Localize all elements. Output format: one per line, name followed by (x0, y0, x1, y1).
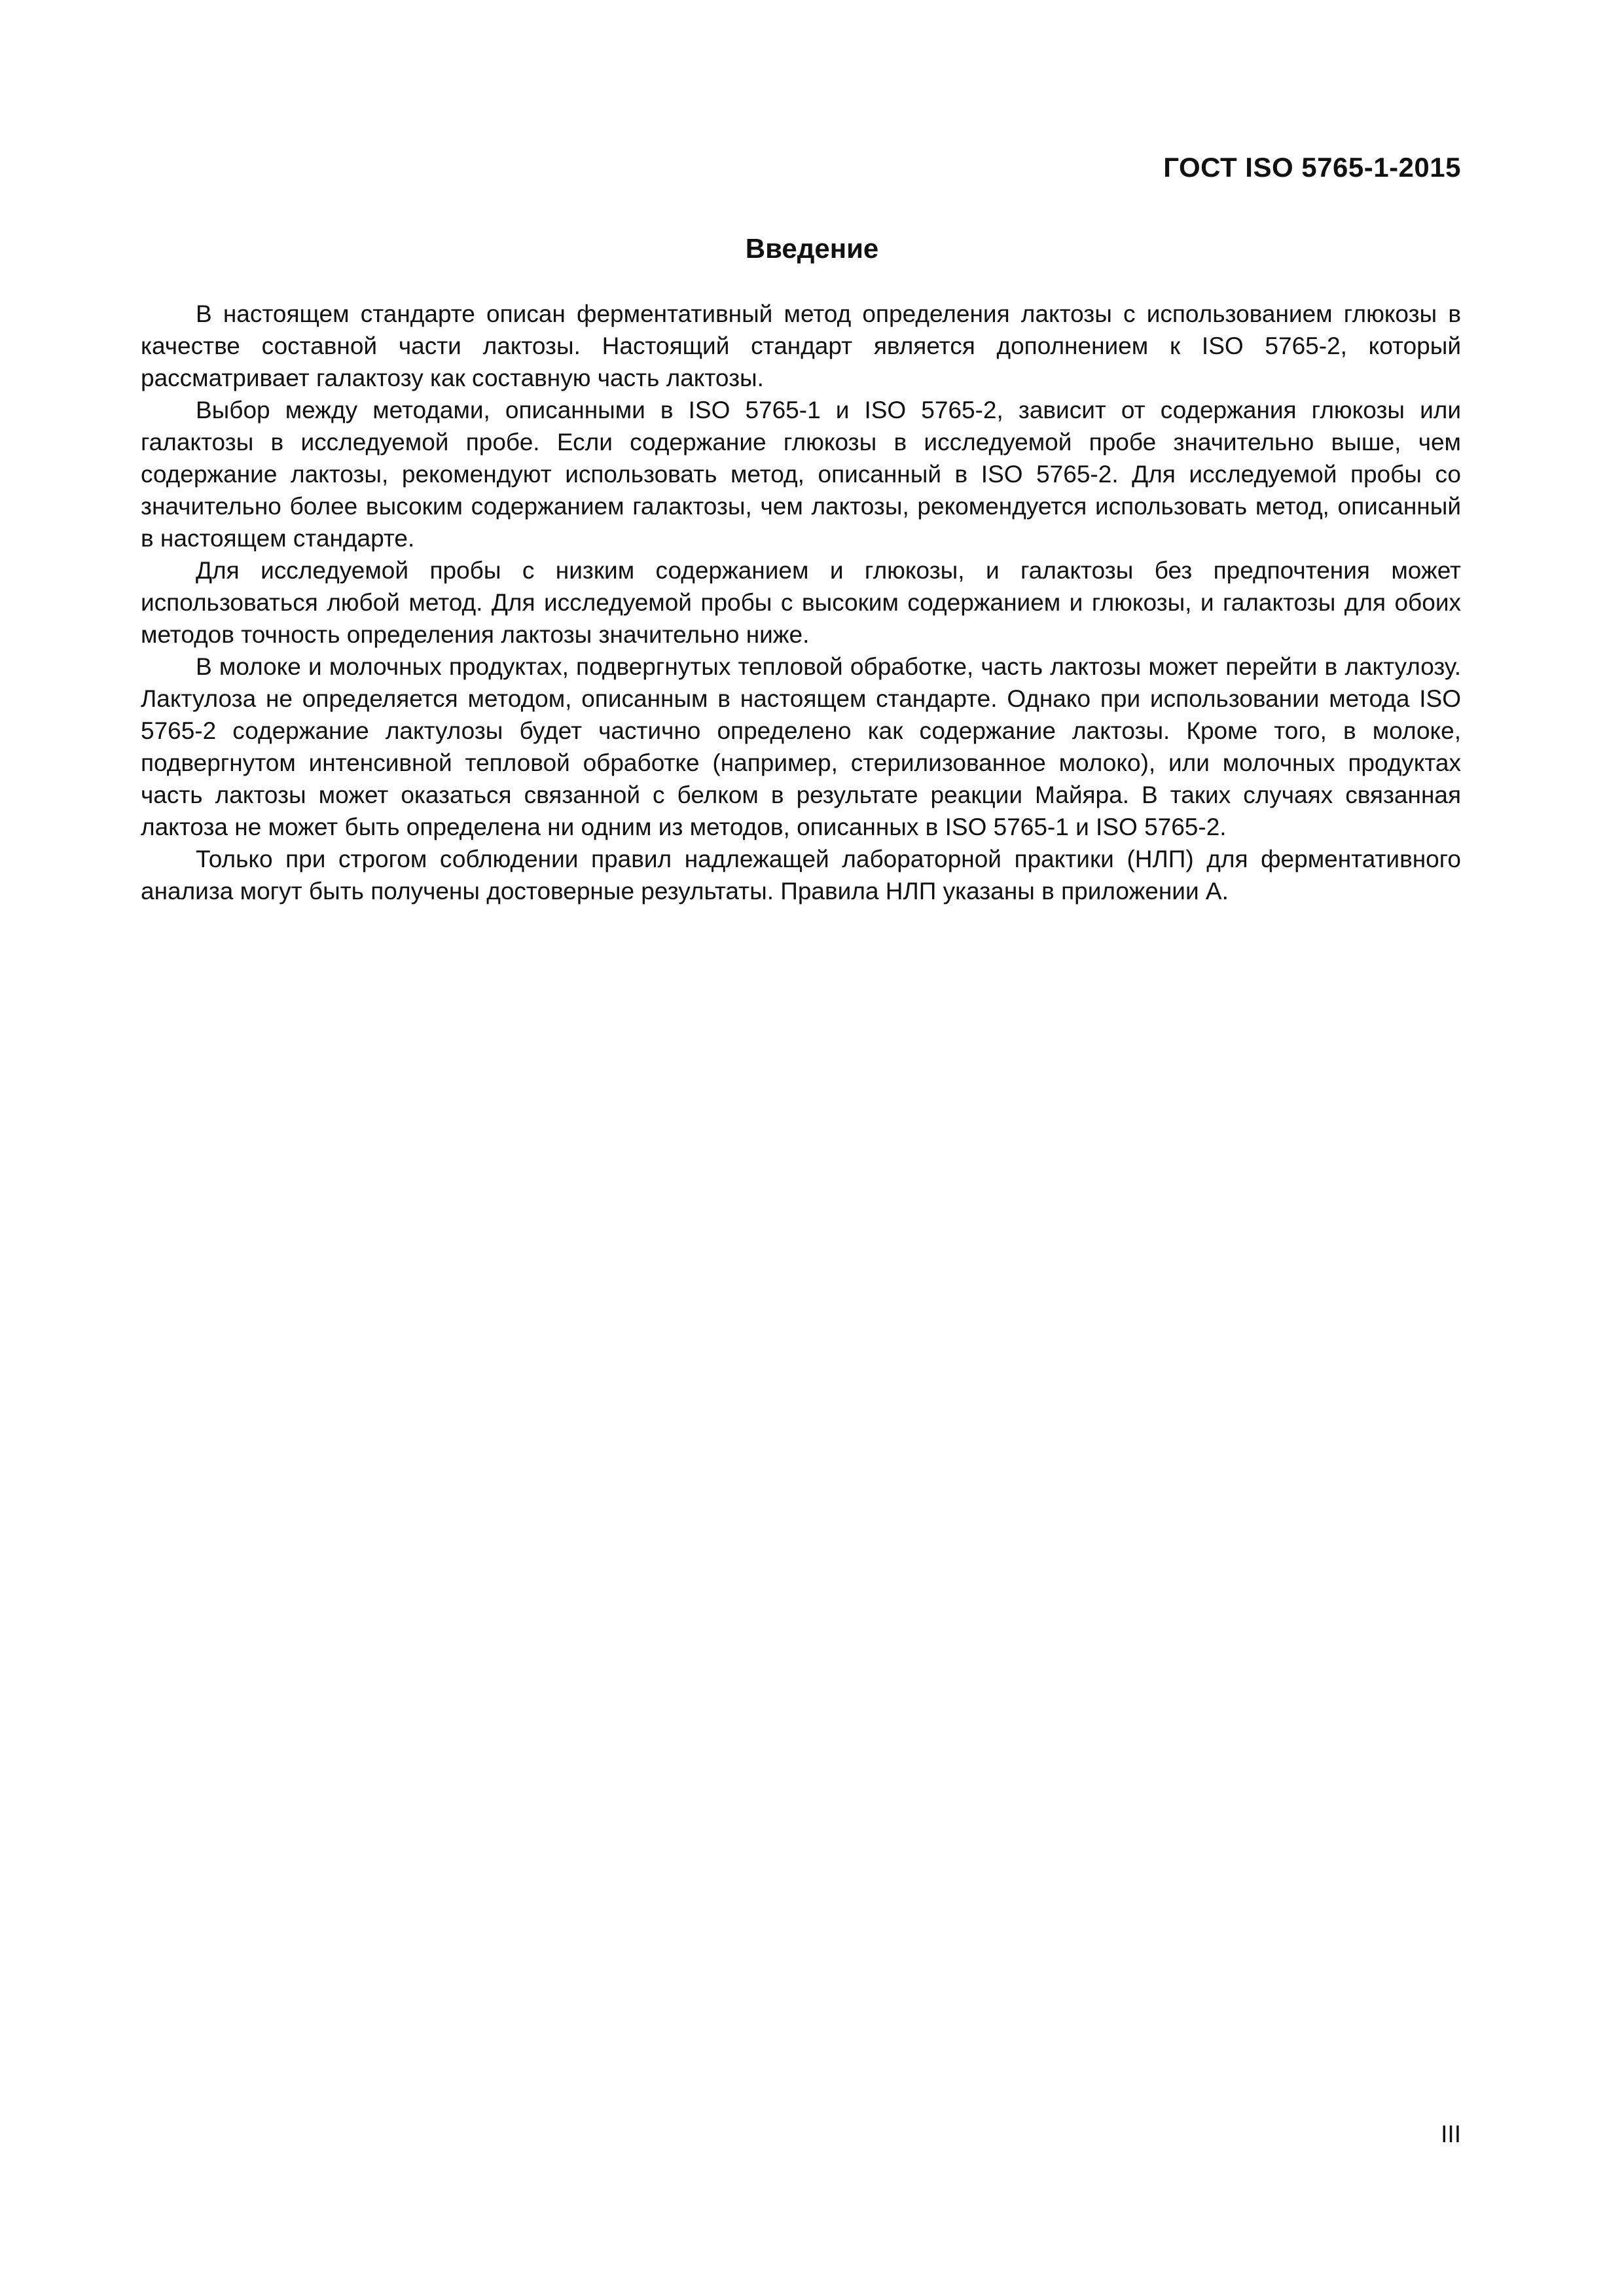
paragraph-2: Выбор между методами, описанными в ISO 5765-1 и ISO 5765-2, зависит от содержания глюкозы или галактозы в исследуемой пробе. Если содержание глюкозы в исследуемой пробе значительно выше, чем содержание лактозы, рекомендуют использовать метод, описанный в ISO 5765-2. Для исследуемой пробы со значительно более высоким содержанием галактозы, чем лактозы, рекомендуется использовать метод, описанный в настоящем стандарте. (141, 397, 1461, 552)
paragraph-1: В настоящем стандарте описан ферментативный метод определения лактозы с использованием глюкозы в качестве составной части лактозы. Настоящий стандарт является дополнением к ISO 5765-2, который рассматривает галактозу как составную часть лактозы. (141, 300, 1461, 391)
paragraph-3: Для исследуемой пробы с низким содержанием и глюкозы, и галактозы без предпочтения может использоваться любой метод. Для исследуемой пробы с высоким содержанием и глюкозы, и галактозы для обоих методов точность определения лактозы значительно ниже. (141, 557, 1461, 648)
page-title: Введение (745, 233, 879, 264)
document-code: ГОСТ ISO 5765-1-2015 (1163, 152, 1461, 183)
page-number: III (1441, 2121, 1461, 2147)
body-text (141, 298, 1461, 907)
paragraph-5: Только при строгом соблюдении правил надлежащей лабораторной практики (НЛП) для ферментативного анализа могут быть получены достоверные результаты. Правила НЛП указаны в приложении А. (141, 846, 1461, 905)
paragraph-4: В молоке и молочных продуктах, подвергнутых тепловой обработке, часть лактозы может перейти в лактулозу. Лактулоза не определяется методом, описанным в настоящем стандарте. Однако при использовании метода ISO 5765-2 содержание лактулозы будет частично определено как содержание лактозы. Кроме того, в молоке, подвергнутом интенсивной тепловой обработке (например, стерилизованное молоко), или молочных продуктах часть лактозы может оказаться связанной с белком в результате реакции Майяра. В таких случаях связанная лактоза не может быть определена ни одним из методов, описанных в ISO 5765-1 и ISO 5765-2. (141, 653, 1461, 840)
